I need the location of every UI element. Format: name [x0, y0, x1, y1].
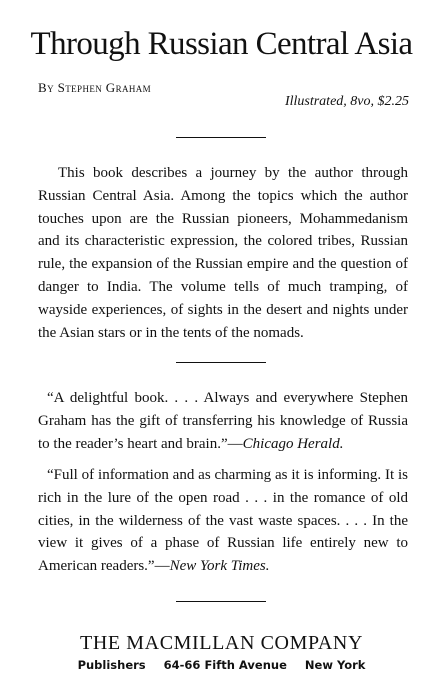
book-description: This book describes a journey by the author through Russian Central Asia. Among the topics which the author touches upon are the Russian pioneers, Mohammedanism and its characteristic expression, the colored tribes, Russian rule, the expansion of the Russian empire and the question of danger to India. The volume tells of much tramping, of wayside experiences, of sights in the desert and nights under the Asian stars or in the tents of the nomads. [38, 165, 408, 341]
review-text: “Full of information and as charming as it is informing. It is rich in the lure of the open road . . . in the romance of old cities, in the wilderness of the vast waste spaces. . . . In the view it gives of a phase of Russian life entirely new to American readers.”— [38, 467, 408, 575]
book-edition-price: Illustrated, 8vo, $2.25 [284, 94, 409, 109]
book-title: Through Russian Central Asia [30, 26, 413, 62]
publisher-address: 64-66 Fifth Avenue [163, 658, 287, 672]
publisher-city: New York [304, 658, 366, 672]
review-quote [38, 464, 408, 578]
book-author: By Stephen Graham [38, 80, 152, 95]
publisher-role: Publishers [77, 658, 146, 672]
review-quote [38, 387, 408, 455]
divider-rule [176, 362, 266, 363]
divider-rule [176, 137, 266, 138]
review-source: Chicago Herald. [242, 435, 344, 452]
publisher-info [0, 658, 443, 672]
review-source: New York Times. [169, 558, 270, 575]
publisher-name: THE MACMILLAN COMPANY [80, 632, 363, 654]
divider-rule [176, 601, 266, 602]
review-text: “A delightful book. . . . Always and everywhere Stephen Graham has the gift of transferring his knowledge of Russia to the reader’s heart and brain.”— [38, 390, 408, 452]
